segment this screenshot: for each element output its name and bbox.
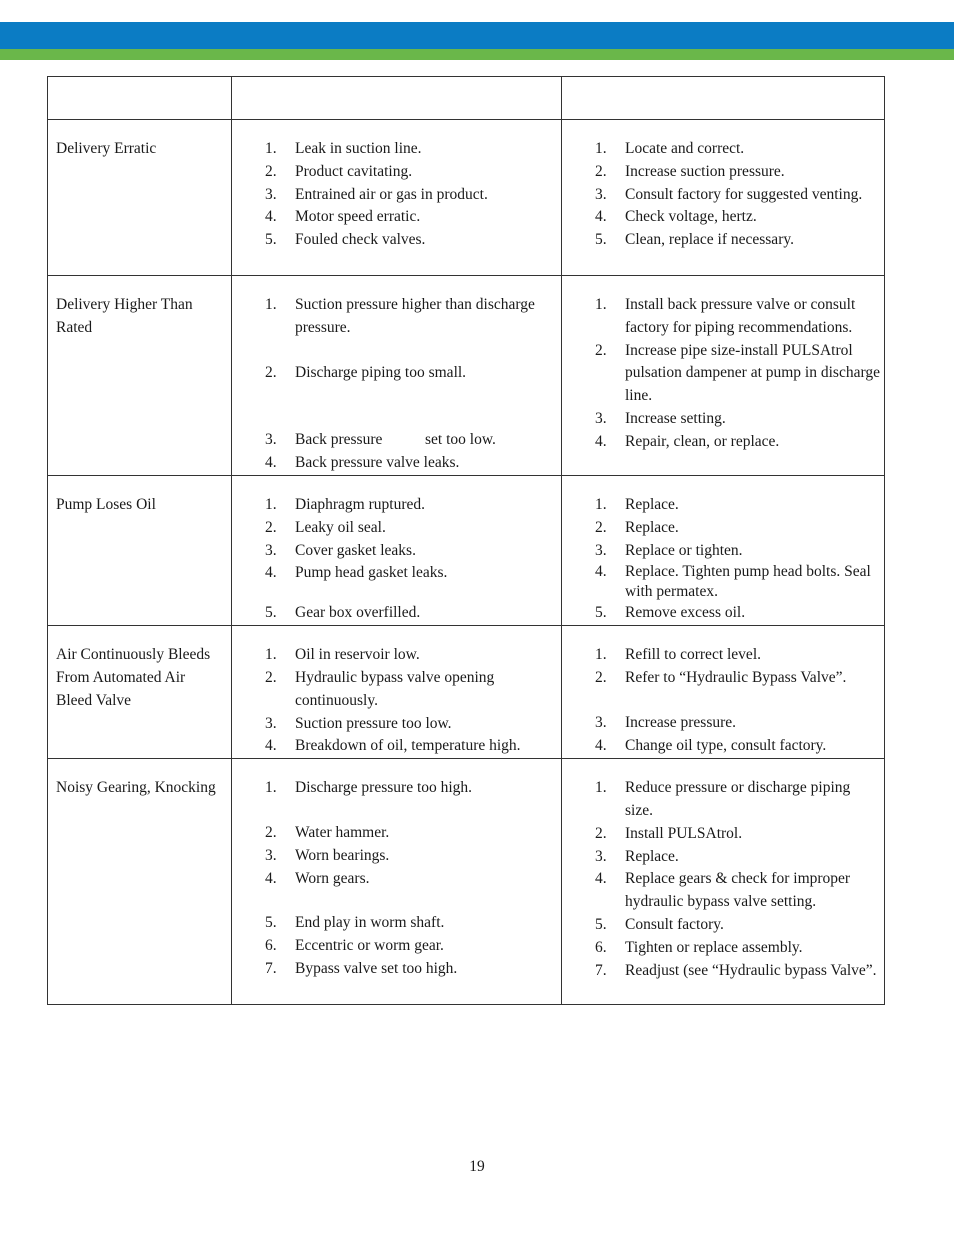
table-row xyxy=(48,276,885,476)
list-item: 1. Diaphragm ruptured. xyxy=(265,496,425,513)
list-item: 3. Replace or tighten. xyxy=(595,541,743,559)
cause-cell xyxy=(232,276,562,476)
cause-cell xyxy=(232,120,562,276)
list-item: 1. Leak in suction line. xyxy=(265,140,422,157)
list-item: 4. Breakdown of oil, temperature high. xyxy=(265,737,521,755)
cause-cell xyxy=(232,759,562,1005)
symptom-text: Noisy Gearing, Knocking xyxy=(56,779,216,797)
symptom-text: Delivery Erratic xyxy=(56,140,157,157)
list-item: 1. Locate and correct. xyxy=(595,140,745,157)
list-item: 5. Fouled check valves. xyxy=(265,231,426,249)
list-item: 3. Back pressure set too low. xyxy=(265,431,496,449)
list-item: 3. Entrained air or gas in product. xyxy=(265,185,488,203)
page-number: 19 xyxy=(469,1158,485,1175)
cause-cell xyxy=(232,626,562,759)
cause-cell xyxy=(232,476,562,626)
list-item: 1. Oil in reservoir low. xyxy=(265,646,420,664)
remedy-cell xyxy=(562,476,885,626)
list-item: 4. Worn gears. xyxy=(265,869,370,887)
list-item: 4. Pump head gasket leaks. xyxy=(265,564,448,582)
list-item: 2. Discharge piping too small. xyxy=(265,363,467,381)
symptom-text: Air Continuously Bleeds From Automated Air Bleed Valve xyxy=(56,646,211,709)
symptom-cell xyxy=(48,759,232,1005)
list-item: 7. Readjust (see “Hydraulic bypass Valve”. xyxy=(595,961,877,979)
header-cell-remedy xyxy=(562,77,885,120)
list-item: 4. Repair, clean, or replace. xyxy=(595,432,780,450)
list-item: 2. Increase pipe size-install PULSAtrol pulsation dampener at pump in discharge line. xyxy=(595,341,880,405)
list-item: 2. Increase suction pressure. xyxy=(595,162,785,180)
list-item: 2. Hydraulic bypass valve opening continuously. xyxy=(265,668,495,709)
table-row xyxy=(48,120,885,276)
remedy-cell xyxy=(562,120,885,276)
list-item: 2. Refer to “Hydraulic Bypass Valve”. xyxy=(595,668,847,686)
header-cell-symptom xyxy=(48,77,232,120)
remedy-cell xyxy=(562,759,885,1005)
list-item: 3. Consult factory for suggested venting. xyxy=(595,185,863,203)
list-item: 1. Reduce pressure or discharge piping size. xyxy=(595,779,851,819)
list-item: 3. Cover gasket leaks. xyxy=(265,541,416,559)
list-item: 2. Install PULSAtrol. xyxy=(595,824,743,842)
list-item: 3. Worn bearings. xyxy=(265,846,390,864)
troubleshooting-table xyxy=(47,76,885,1005)
list-item: 3. Increase pressure. xyxy=(595,713,737,731)
remedy-cell xyxy=(562,626,885,759)
list-item: 2. Product cavitating. xyxy=(265,162,413,180)
list-item: 6. Tighten or replace assembly. xyxy=(595,938,803,956)
list-item: 3. Increase setting. xyxy=(595,409,726,427)
list-item: 5. Clean, replace if necessary. xyxy=(595,231,794,249)
symptom-cell xyxy=(48,120,232,276)
symptom-cell xyxy=(48,476,232,626)
list-item: 3. Replace. xyxy=(595,847,679,865)
table-row xyxy=(48,626,885,759)
symptom-cell xyxy=(48,626,232,759)
list-item: 5. End play in worm shaft. xyxy=(265,914,445,932)
list-item: 4. Check voltage, hertz. xyxy=(595,208,757,226)
remedy-cell xyxy=(562,276,885,476)
list-item: 6. Eccentric or worm gear. xyxy=(265,937,444,955)
table-header-row xyxy=(48,77,885,120)
list-item: 1. Suction pressure higher than discharge pressure. xyxy=(265,296,535,336)
list-item: 2. Replace. xyxy=(595,518,679,536)
header-band-blue xyxy=(0,22,954,49)
list-item: 4. Back pressure valve leaks. xyxy=(265,454,460,472)
list-item: 5. Consult factory. xyxy=(595,915,724,933)
table-row xyxy=(48,476,885,626)
symptom-cell xyxy=(48,276,232,476)
symptom-text: Pump Loses Oil xyxy=(56,496,156,513)
list-item: 7. Bypass valve set too high. xyxy=(265,959,458,977)
list-item: 1. Discharge pressure too high. xyxy=(265,779,473,797)
list-item: 2. Leaky oil seal. xyxy=(265,518,386,536)
symptom-text: Delivery Higher Than Rated xyxy=(56,296,193,336)
list-item: 5. Remove excess oil. xyxy=(595,604,746,622)
list-item: 4. Change oil type, consult factory. xyxy=(595,736,827,754)
list-item: 4. Replace gears & check for improper hydraulic bypass valve setting. xyxy=(595,870,851,911)
header-cell-cause xyxy=(232,77,562,120)
list-item: 4. Replace. Tighten pump head bolts. Seal with permatex. xyxy=(595,563,871,601)
list-item: 2. Water hammer. xyxy=(265,823,390,841)
list-item: 1. Replace. xyxy=(595,496,679,513)
list-item: 1. Refill to correct level. xyxy=(595,646,761,664)
header-band-green xyxy=(0,49,954,60)
list-item: 3. Suction pressure too low. xyxy=(265,714,452,732)
list-item: 1. Install back pressure valve or consult factory for piping recommendations. xyxy=(595,296,856,336)
list-item: 4. Motor speed erratic. xyxy=(265,208,421,226)
list-item: 5. Gear box overfilled. xyxy=(265,604,421,622)
table-row xyxy=(48,759,885,1005)
